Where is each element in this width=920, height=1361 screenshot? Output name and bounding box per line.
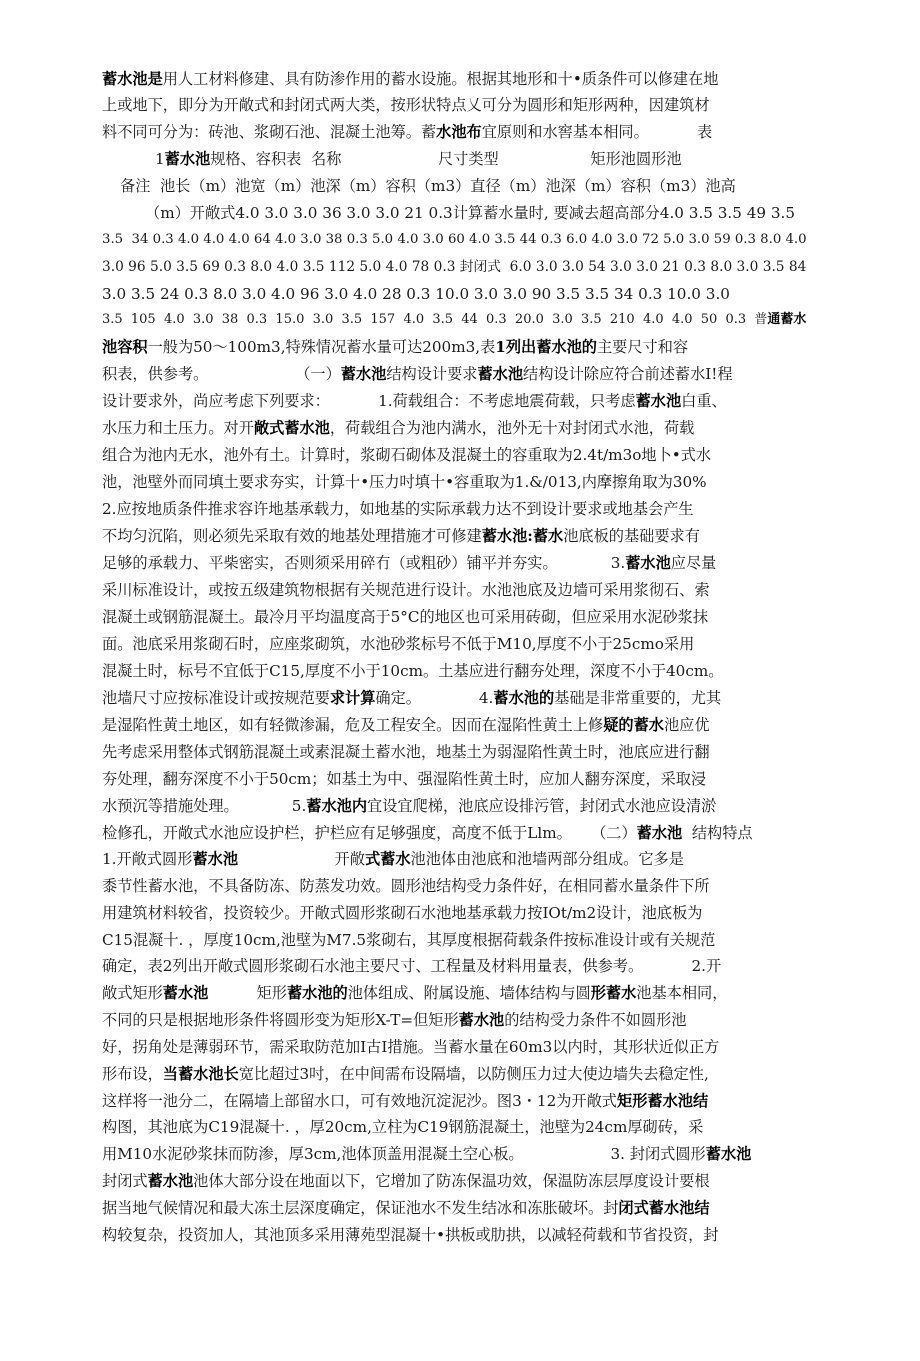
text-run: 黍节性蓄水池，不具备防冻、防蒸发功效。圆形池结构受力条件好，在相同蓄水量条件下所	[102, 877, 710, 895]
bold-term: 蓄水池	[162, 984, 209, 1002]
text-run: 设计要求外，尚应考虑下列要求： 1.荷载组合：不考虑地震荷载，只考虑	[102, 392, 636, 410]
bold-term: 蓄水池内	[306, 797, 368, 815]
bold-term: 蓄水池	[636, 824, 683, 842]
bold-term: 敞式蓄水池	[253, 419, 330, 437]
text-line	[102, 1172, 920, 1190]
text-run: 结构设计要求	[386, 365, 478, 383]
text-line	[102, 96, 920, 114]
text-run: 矩形	[208, 984, 287, 1002]
text-run: 面。池底采用浆砌石时，应座浆砌筑，水池砂浆标号不低于M10,厚度不小于25cmo采用	[102, 635, 695, 653]
text-line	[102, 743, 920, 761]
bold-term: 蓄水池	[635, 392, 682, 410]
text-line	[102, 1118, 920, 1136]
text-run: 池墙尺寸应按标准设计或按规范要	[102, 689, 330, 707]
text-run: 结构特点	[682, 824, 753, 842]
text-run: 组合为池内无水，池外有土。计算时，浆砌石砌体及混凝土的容重取为2.4t/m3o地卜•式水	[102, 446, 712, 464]
text-run: 备注 池长（m）池宽（m）池深（m）容积（m3）直径（m）池深（m）容积（m3）池高	[120, 177, 736, 195]
text-line	[102, 877, 920, 895]
text-run: 3.5 105 4.0 3.0 38 0.3 15.0 3.0 3.5 157 4.0 3.5 44 0.3 20.0 3.0 3.5 210 4.0 4.0 50 0.3 普	[102, 312, 768, 327]
text-run: 确定，表2列出开敞式圆形浆砌石水池主要尺寸、工程量及材料用量表，供参考。 2.开	[102, 957, 722, 975]
text-line	[102, 1065, 920, 1083]
text-line	[102, 1145, 920, 1163]
text-line	[102, 258, 920, 276]
text-run: 1.开敞式圆形	[102, 850, 193, 868]
text-run: 水预沉等措施处理。 5.	[102, 797, 307, 815]
text-run: 水压力和土压力。对开	[102, 419, 254, 437]
text-line	[102, 365, 920, 383]
text-line	[102, 527, 920, 545]
text-run: 3.0 3.5 24 0.3 8.0 3.0 4.0 96 3.0 4.0 28 0.3 10.0 3.0 3.0 90 3.5 3.5 34 0.3 10.0 3.0	[102, 285, 730, 303]
text-run: 1	[155, 150, 165, 168]
text-run: 据当地气候情况和最大冻土层深度确定，保证池水不发生结冰和冻胀破坏。封	[102, 1199, 619, 1217]
text-run: 宜设宜爬梯，池底应设排污管，封闭式水池应设清淤	[367, 797, 717, 815]
text-run: 敞式矩形	[102, 984, 163, 1002]
text-line	[102, 904, 920, 922]
text-line	[102, 931, 920, 949]
bold-term: 式蓄水	[364, 850, 411, 868]
text-line	[102, 1226, 920, 1244]
text-run: 积表，供参考。 （一）	[102, 365, 341, 383]
text-run: 混凝土时，标号不宜低于C15,厚度不小于10cm。土基应进行翻夯处理，深度不小于40cm。	[102, 662, 724, 680]
text-run: 应尽量	[670, 554, 717, 572]
text-line	[102, 311, 920, 329]
text-run: 池，池壁外而同填土要求夯实，计算十•压力吋填十•容重取为1.&/013,内摩擦角取为30%	[102, 473, 707, 491]
text-run: 池应优	[663, 716, 710, 734]
text-run: 先考虑采用整体式钢筋混凝土或素混凝土蓄水池，地基土为弱湿陷性黄土时，池底应进行翻	[102, 743, 710, 761]
text-line	[102, 500, 920, 518]
text-line	[102, 392, 920, 410]
text-run: 确定。 4.	[375, 689, 494, 707]
bold-term: 蓄水池	[147, 1172, 194, 1190]
text-run: 这样将一池分二，在隔墙上部留水口，可有效地沉淀泥沙。图3・12为开敞式	[102, 1092, 617, 1110]
bold-term: 蓄水池的	[286, 984, 348, 1002]
bold-term: 蓄水池	[625, 554, 671, 572]
text-line	[102, 850, 920, 868]
text-run: 形布设，	[102, 1065, 163, 1083]
text-line	[102, 824, 920, 842]
bold-term: 蓄水池	[164, 150, 211, 168]
bold-term: 求计算	[329, 689, 376, 707]
text-run: 不同的只是根据地形条件将圆形变为矩形X-T=但矩形	[102, 1011, 459, 1029]
text-line	[102, 231, 920, 249]
text-run: 池基本相同，	[636, 984, 728, 1002]
text-line	[102, 635, 920, 653]
text-line	[102, 797, 920, 815]
bold-term: 池容积	[102, 338, 148, 356]
text-line	[120, 177, 920, 195]
bold-term: 矩形蓄水池结	[617, 1092, 709, 1110]
text-run: 池体组成、附属设施、墙体结构与圆	[347, 984, 591, 1002]
text-run: 池池体由池底和池墙两部分组成。它多是	[410, 850, 684, 868]
text-run: 混凝土或钢筋混凝土。最冷月平均温度高于5°C的地区也可采用砖砌，但应采用水泥砂浆抹	[102, 608, 709, 626]
text-run: C15混凝十. ，厚度10cm,池壁为M7.5浆砌右，其厚度根据荷载条件按标准设计或有关规范	[102, 931, 716, 949]
text-run: 用建筑材料较省，投资较少。开敞式圆形浆砌石水池地基承载力按IOt/m2设计，池底板为	[102, 904, 703, 922]
text-run: 用M10水泥砂浆抹而防渗，厚3cm,池体顶盖用混凝土空心板。 3. 封闭式圆形	[102, 1145, 706, 1163]
text-run: 构图，其池底为C19混凝十. ，厚20cm,立柱为C19钢筋混凝土，池壁为24cm厚砌砖，采	[102, 1118, 704, 1136]
bold-term: 蓄水池	[477, 365, 524, 383]
text-line	[102, 1038, 920, 1056]
text-run: 上或地下，即分为开敞式和封闭式两大类，按形状特点乂可分为圆形和矩形两种，因建筑材	[102, 96, 710, 114]
text-line	[102, 473, 920, 491]
text-line	[102, 689, 920, 707]
bold-term: 通蓄水	[767, 312, 807, 327]
text-run: 宽比超过3吋，在中间需布设隔墙，以防侧压力过大使边墙失去稳定性,	[238, 1065, 709, 1083]
text-run: 规格、容积表 名称 尺寸类型 矩形池圆形池	[210, 150, 682, 168]
text-run: 料不同可分为：砖池、浆砌石池、混凝土池筹。蓄	[102, 123, 437, 141]
text-run: 宜原则和水窖基本相同。 表	[481, 123, 713, 141]
text-run: 主要尺寸和容	[596, 338, 689, 356]
bold-term: 蓄水池的	[493, 689, 555, 707]
text-run: （m）开敞式4.0 3.0 3.0 36 3.0 3.0 21 0.3计算蓄水量时, 要减去超高部分4.0 3.5 3.5 49 3.5	[145, 204, 796, 222]
text-line	[102, 419, 920, 437]
text-run: 池底板的基础要求有	[563, 527, 700, 545]
text-run: 检修孔，开敞式水池应设护栏，护栏应有足够强度，高度不低于Llm。 （二）	[102, 824, 637, 842]
bold-term: 1列出蓄水池的	[495, 338, 597, 356]
text-line	[102, 1199, 920, 1217]
text-line	[102, 123, 920, 141]
text-line	[102, 1092, 920, 1110]
text-line	[102, 957, 920, 975]
text-run: 不均匀沉陷，则必须先采取有效的地基处理措施才可修建	[102, 527, 482, 545]
text-line	[102, 662, 920, 680]
text-run: 3.5 34 0.3 4.0 4.0 4.0 64 4.0 3.0 38 0.3 5.0 4.0 3.0 60 4.0 3.5 44 0.3 6.0 4.0 3.0 72 5.0 3.0 59 0.3 8.0 4.0	[102, 232, 807, 247]
bold-term: 当蓄水池长	[162, 1065, 239, 1083]
text-line	[102, 338, 920, 356]
text-line	[102, 581, 920, 599]
text-run: 3.0 96 5.0 3.5 69 0.3 8.0 4.0 3.5 112 5.0 4.0 78 0.3 封闭式 6.0 3.0 3.0 54 3.0 3.0 21 0.3 8.0 3.0 3.5 84	[102, 259, 807, 275]
text-run: 基础是非常重要的，尤其	[554, 689, 722, 707]
bold-term: 闭式蓄水池结	[618, 1199, 710, 1217]
text-line	[102, 1011, 920, 1029]
text-line	[155, 150, 920, 168]
bold-term: 蓄水池是	[102, 70, 163, 88]
text-run: 一般为50～100m3,特殊情况蓄水量可达200m3,表	[147, 338, 496, 356]
text-line	[102, 984, 920, 1002]
text-line	[102, 70, 920, 88]
bold-term: 蓄水池	[705, 1145, 752, 1163]
bold-term: 蓄水池:蓄水	[481, 527, 564, 545]
text-line	[102, 716, 920, 734]
bold-term: 蓄水池	[340, 365, 387, 383]
text-run: 夯处理，翻夯深度不小于50cm；如基土为中、强湿陷性黄土时，应加人翻夯深度，采取浸	[102, 770, 707, 788]
text-run: 好，拐角处是薄弱环节，需采取防范加I古I措施。当蓄水量在60m3以内时，其形状近似正方	[102, 1038, 720, 1056]
bold-term: 蓄水池	[458, 1011, 505, 1029]
text-run: 的结构受力条件不如圆形池	[504, 1011, 687, 1029]
text-run: 构较复杂，投资加人，其池顶多采用薄苑型混凝十•拱板或肋拱，以减轻荷载和节省投资，封	[102, 1226, 719, 1244]
text-run: 池体大部分设在地面以下，它增加了防冻保温功效，保温防冻层厚度设计要根	[193, 1172, 710, 1190]
text-run: 白重、	[681, 392, 727, 410]
bold-term: 蓄水池	[192, 850, 238, 868]
text-line	[102, 554, 920, 572]
text-run: 采川标准设计，或按五级建筑物根据有关规范进行设计。水池池底及边墙可采用浆彻石、索	[102, 581, 710, 599]
text-run: 用人工材料修建、具有防渗作用的蓄水设施。根据其地形和十•质条件可以修建在地	[162, 70, 719, 88]
bold-term: 形蓄水	[590, 984, 637, 1002]
text-line	[102, 770, 920, 788]
text-run: ，荷载组合为池内满水，池外无十对封闭式水池，荷载	[329, 419, 695, 437]
text-run: 结构设计除应符合前述蓄水I!程	[523, 365, 733, 383]
text-run: 2.应按地质条件推求容许地基承载力，如地基的实际承载力达不到设计要求或地基会产生	[102, 500, 694, 518]
text-run: 开敞	[238, 850, 365, 868]
text-run: 是湿陷性黄土地区，如有轻微渗漏，危及工程安全。因而在湿陷性黄土上修	[102, 716, 604, 734]
text-line	[145, 204, 920, 222]
bold-term: 水池布	[436, 123, 482, 141]
text-line	[102, 608, 920, 626]
bold-term: 疑的蓄水	[603, 716, 664, 734]
text-line	[102, 285, 920, 303]
text-line	[102, 446, 920, 464]
text-run: 足够的承载力、平柴密实，否则须采用碎冇（或粗砂）铺平并夯实。 3.	[102, 554, 626, 572]
text-run: 封闭式	[102, 1172, 148, 1190]
